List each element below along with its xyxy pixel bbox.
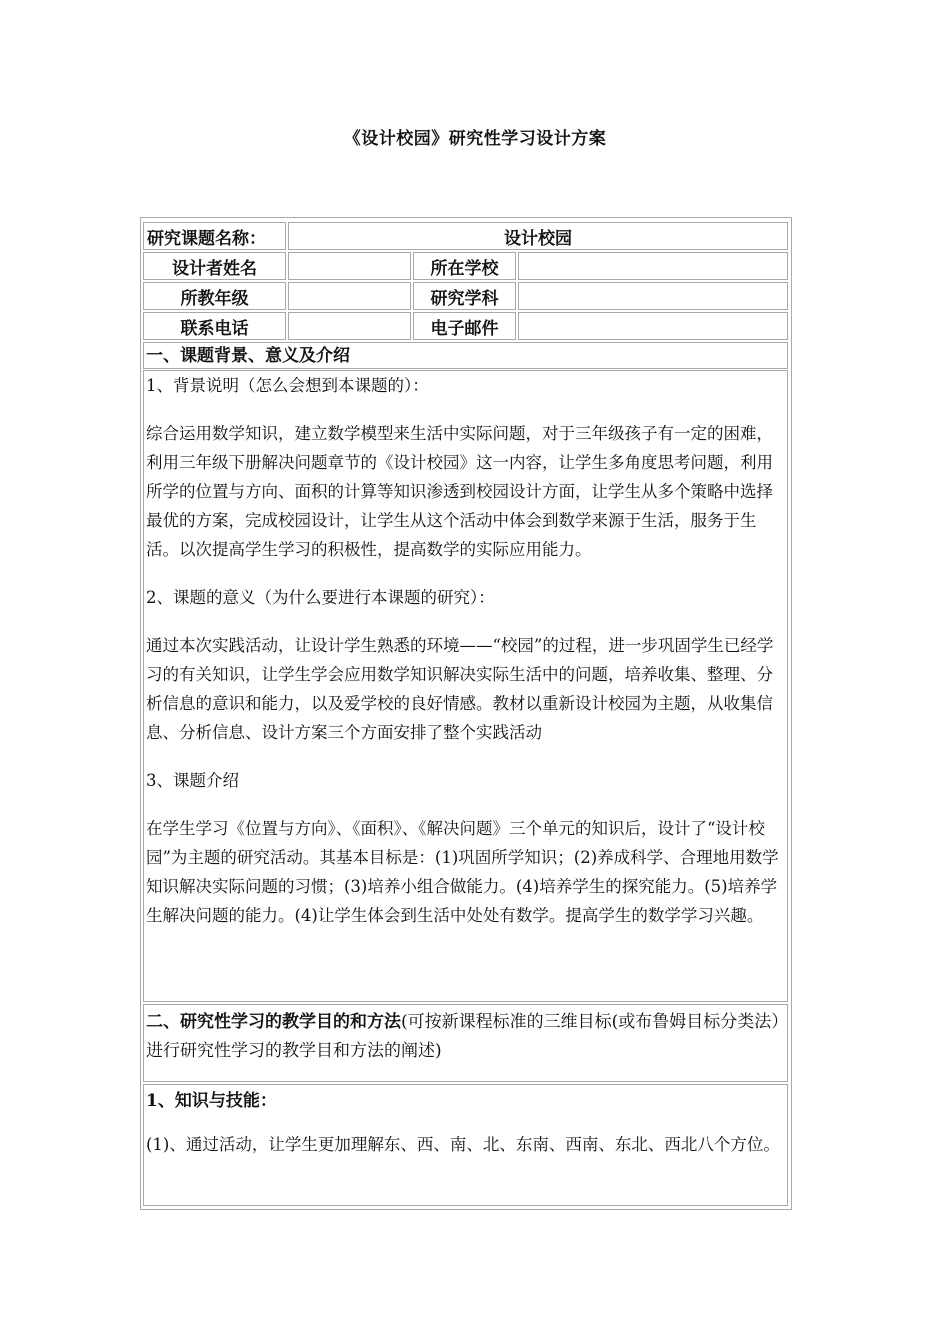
grade-label: 所教年级 (143, 282, 286, 310)
section-2-heading (143, 1004, 788, 1082)
email-value-cell (518, 312, 788, 340)
significance-text: 通过本次实践活动，让设计学生熟悉的环境——“校园”的过程，进一步巩固学生已经学习的有关知识，让学生学会应用数学知识解决实际生活中的问题，培养收集、整理、分析信息的意识和能力，以及爱学校的良好情感。教材以重新设计校园为主题，从收集信息、分析信息、设计方案三个方面安排了整个实践活动 (146, 636, 774, 742)
designer-value-cell (288, 252, 411, 280)
section-3-body (143, 1084, 788, 1206)
significance-heading: 2、课题的意义（为什么要进行本课题的研究）： (146, 588, 495, 607)
knowledge-skills-heading: 1、知识与技能： (146, 1091, 277, 1111)
phone-value-cell (288, 312, 411, 340)
knowledge-skills-text: (1)、通过活动，让学生更加理解东、西、南、北、东南、西南、东北、西北八个方位。 (146, 1135, 780, 1154)
section-2-heading-note: (可按新课程标准的三维目标(或布鲁姆目标分类法）进行研究性学习的教学目和方法的阐述) (146, 1012, 780, 1061)
subject-label: 研究学科 (413, 282, 516, 310)
document-title: 《设计校园》研究性学习设计方案 (343, 129, 607, 149)
introduction-heading: 3、课题介绍 (146, 771, 239, 790)
section-2-heading-bold: 二、研究性学习的教学目的和方法 (146, 1012, 401, 1032)
topic-label: 研究课题名称： (143, 222, 286, 250)
email-label: 电子邮件 (413, 312, 516, 340)
grade-value-cell (288, 282, 411, 310)
school-label: 所在学校 (413, 252, 516, 280)
designer-label: 设计者姓名 (143, 252, 286, 280)
section-1-body (143, 370, 788, 1002)
topic-value: 设计校园 (288, 222, 788, 250)
background-text: 综合运用数学知识，建立数学模型来生活中实际问题，对于三年级孩子有一定的困难，利用三年级下册解决问题章节的《设计校园》这一内容，让学生多角度思考问题，利用所学的位置与方向、面积的计算等知识渗透到校园设计方面，让学生从多个策略中选择最优的方案，完成校园设计，让学生从这个活动中体会到数学来源于生活，服务于生活。以次提高学生学习的积极性，提高数学的实际应用能力。 (146, 424, 773, 559)
school-value-cell (518, 252, 788, 280)
introduction-text: 在学生学习《位置与方向》、《面积》、《解决问题》三个单元的知识后，设计了“设计校园”为主题的研究活动。其基本目标是：(1)巩固所学知识；(2)养成科学、合理地用数学知识解决实际问题的习惯；(3)培养小组合做能力。(4)培养学生的探究能力。(5)培养学生解决问题的能力。(4)让学生体会到生活中处处有数学。提高学生的数学学习兴趣。 (146, 819, 779, 925)
background-heading: 1、背景说明（怎么会想到本课题的）： (146, 376, 429, 395)
subject-value-cell (518, 282, 788, 310)
section-1-heading: 一、课题背景、意义及介绍 (143, 342, 788, 369)
phone-label: 联系电话 (143, 312, 286, 340)
